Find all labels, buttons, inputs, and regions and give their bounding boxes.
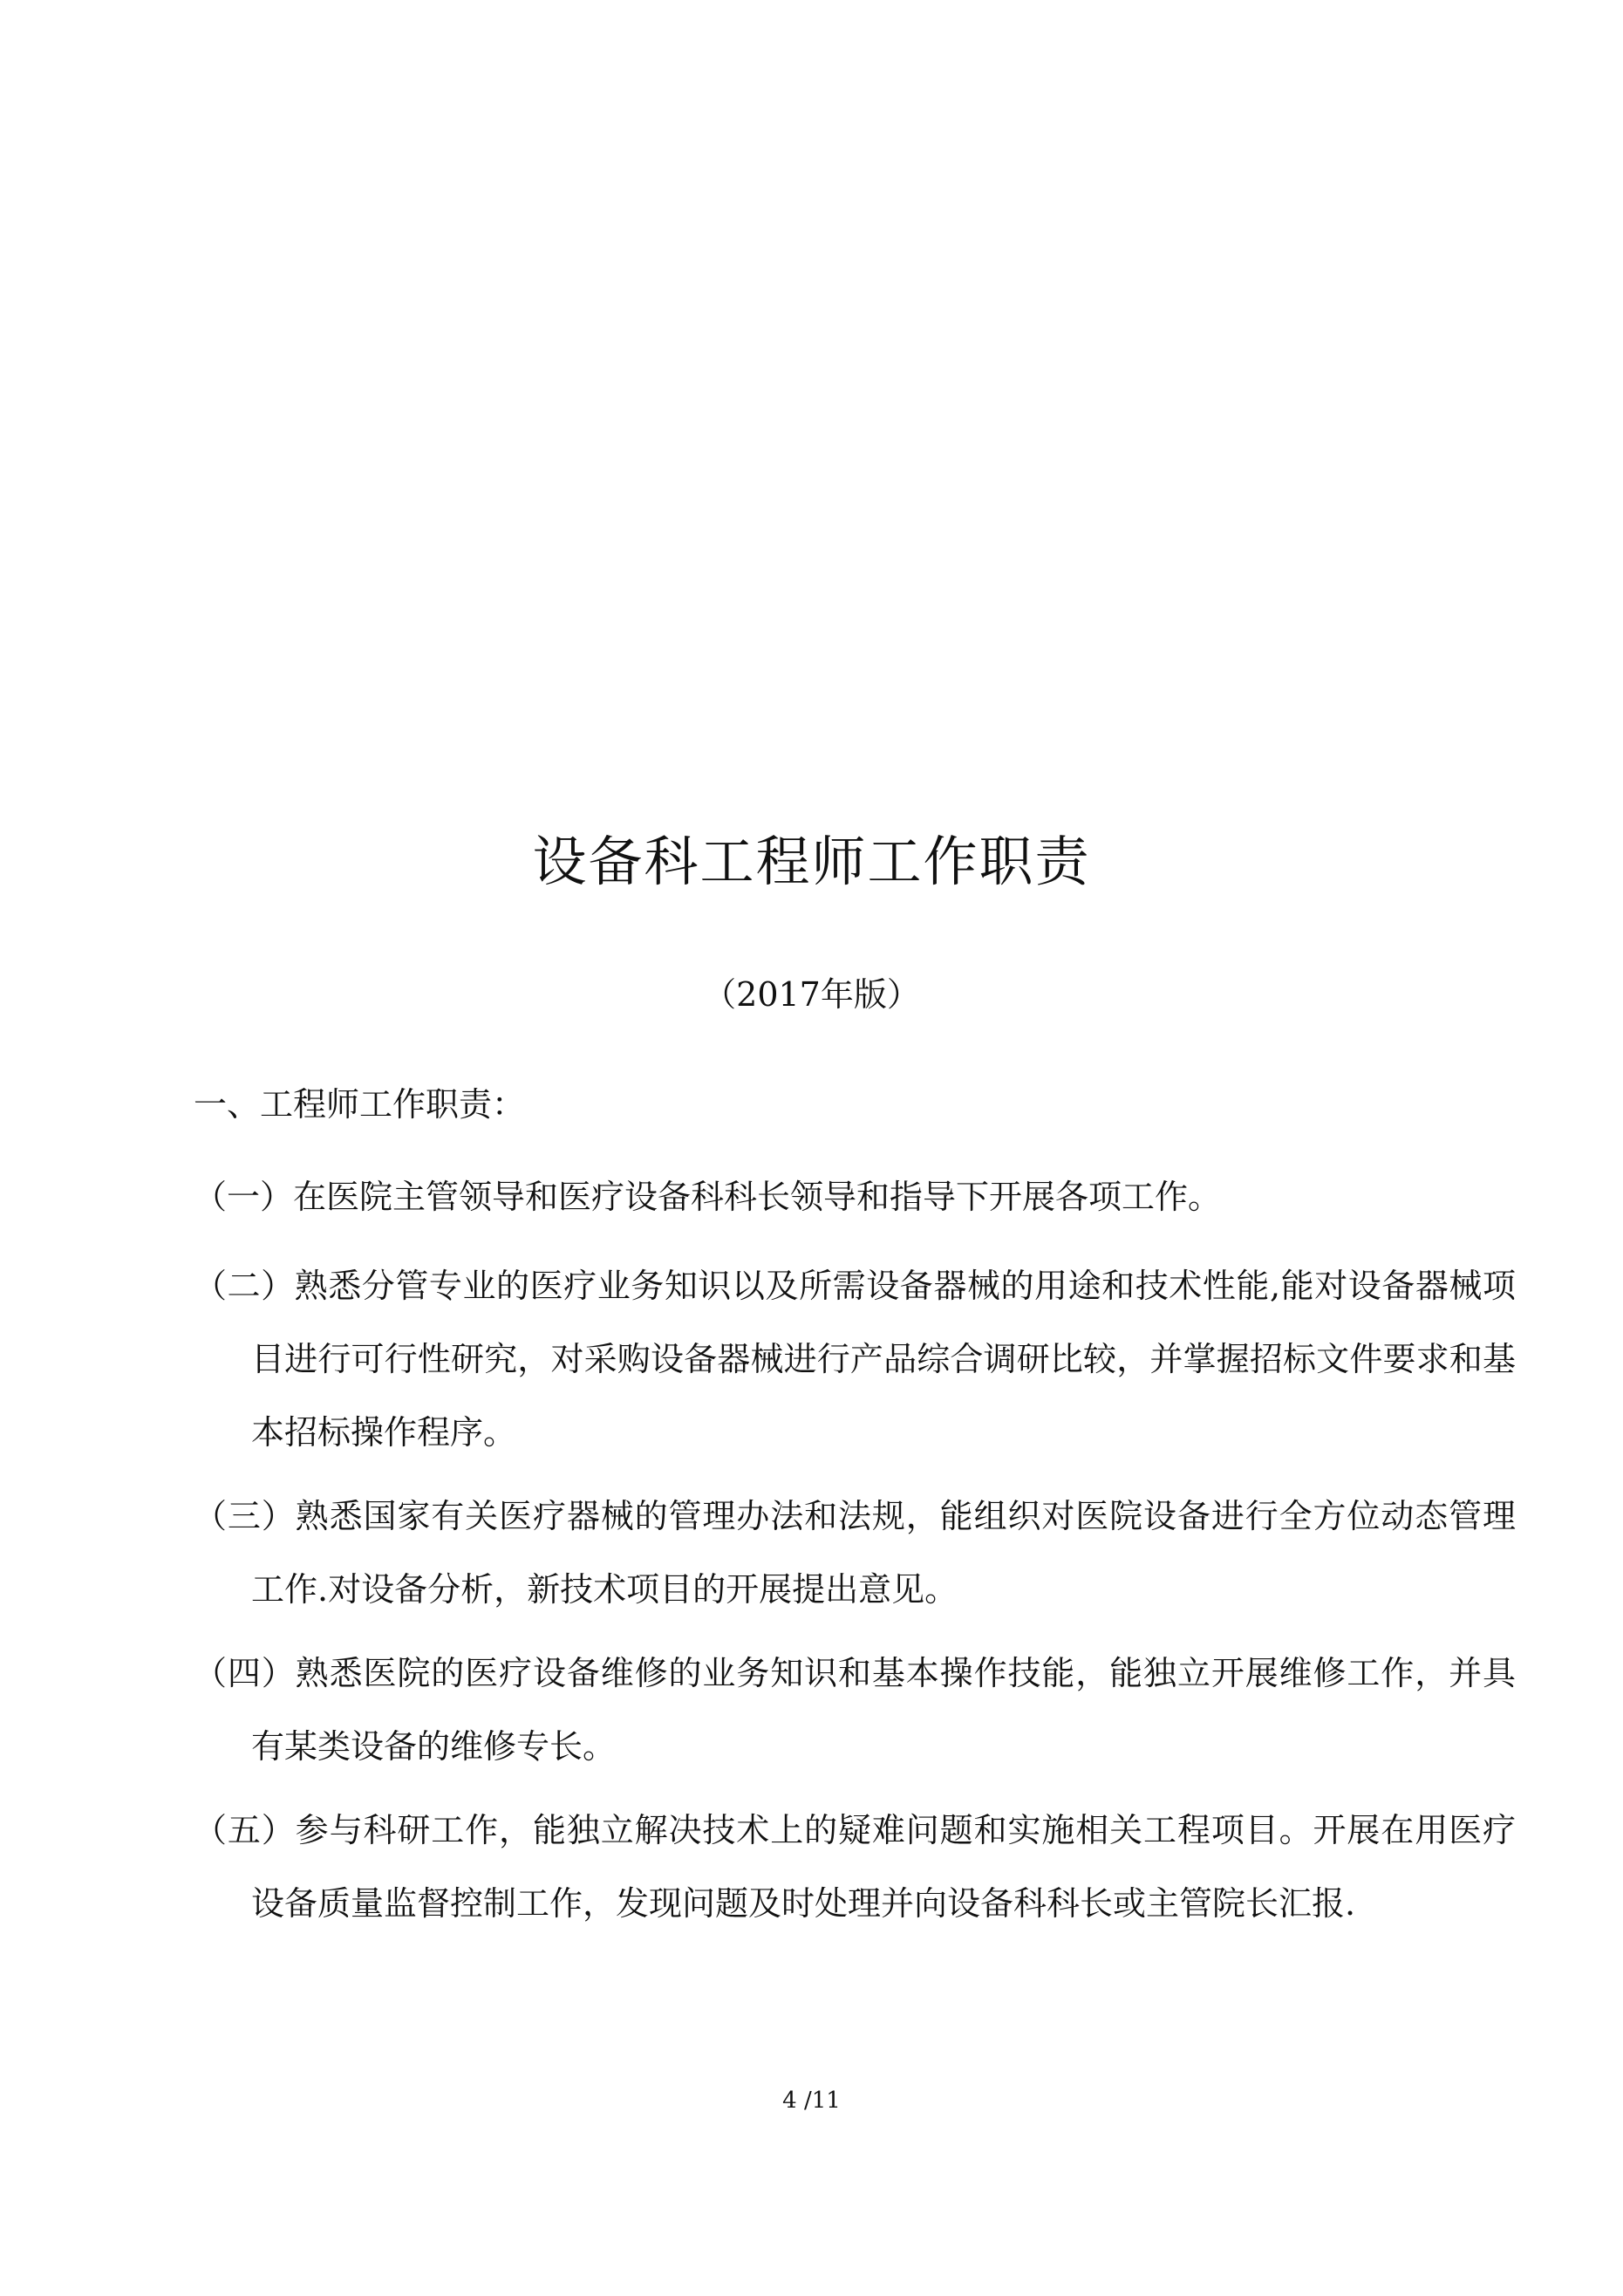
duty-item-1: （一）在医院主管领导和医疗设备科科长领导和指导下开展各项工作。 [194, 1178, 1222, 1216]
page-number: 4 /11 [782, 2088, 841, 2114]
duty-item-4: （四）熟悉医院的医疗设备维修的业务知识和基本操作技能，能独立开展维修工作，并具有某类设备的维修专长。 [194, 1654, 1516, 1766]
duty-item-2: （二）熟悉分管专业的医疗业务知识以及所需设备器械的用途和技术性能,能对设备器械项目进行可行性研究，对采购设备器械进行产品综合调研比较，并掌握招标文件要求和基本招标操作程序。 [194, 1267, 1516, 1452]
document-title: 设备科工程师工作职责 [532, 830, 1091, 893]
duty-item-3: （三）熟悉国家有关医疗器械的管理办法和法规，能组织对医院设备进行全方位动态管理工作.对设备分析，新技术项目的开展提出意见。 [194, 1497, 1516, 1609]
document-subtitle: （2017年版） [703, 975, 920, 1014]
duty-item-5: （五）参与科研工作，能独立解决技术上的疑难问题和实施相关工程项目。开展在用医疗设备质量监督控制工作，发现问题及时处理并向设备科科长或主管院长汇报. [194, 1811, 1516, 1923]
section-heading: 一、工程师工作职责： [194, 1085, 526, 1124]
